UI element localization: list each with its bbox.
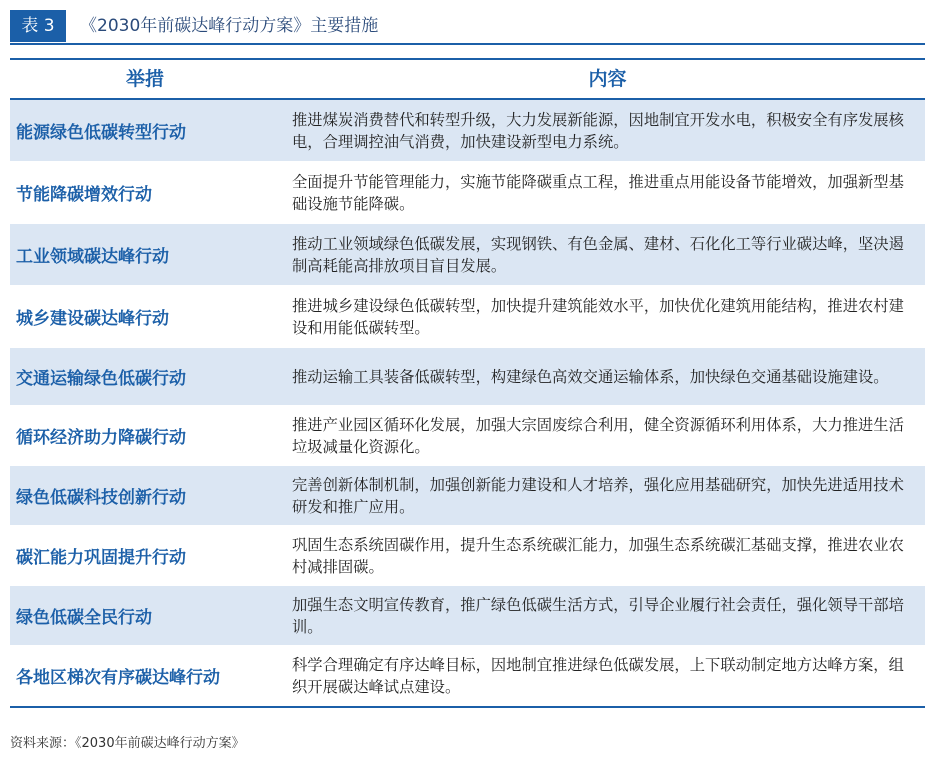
source-note: 资料来源：《2030年前碳达峰行动方案》 (10, 736, 245, 751)
table-row (10, 466, 925, 526)
measure-cell: 城乡建设碳达峰行动 (16, 309, 169, 329)
table-row (10, 586, 925, 646)
header-rule (10, 43, 925, 45)
measure-cell: 循环经济助力降碳行动 (16, 428, 186, 448)
content-cell: 推进城乡建设绿色低碳转型，加快提升建筑能效水平，加快优化建筑用能结构，推进农村建设和用能低碳转型。 (292, 296, 904, 337)
measure-cell: 绿色低碳全民行动 (16, 608, 152, 628)
table-head (10, 60, 925, 98)
table-row (10, 162, 925, 224)
table-row (10, 406, 925, 466)
measure-cell: 交通运输绿色低碳行动 (16, 369, 186, 389)
measures-table (10, 58, 925, 708)
table-row (10, 224, 925, 286)
table-row (10, 646, 925, 706)
column-header-content: 内容 (588, 68, 627, 90)
table-row (10, 100, 925, 162)
measure-cell: 绿色低碳科技创新行动 (16, 488, 186, 508)
content-cell: 推动工业领域绿色低碳发展，实现钢铁、有色金属、建材、石化化工等行业碳达峰，坚决遏制高耗能高排放项目盲目发展。 (292, 234, 904, 275)
content-cell: 推动运输工具装备低碳转型，构建绿色高效交通运输体系，加快绿色交通基础设施建设。 (292, 367, 889, 386)
table-row (10, 348, 925, 406)
table-row (10, 526, 925, 586)
measure-cell: 碳汇能力巩固提升行动 (16, 548, 186, 568)
column-header-measure: 举措 (125, 68, 164, 90)
content-cell: 加强生态文明宣传教育，推广绿色低碳生活方式，引导企业履行社会责任，强化领导干部培训。 (292, 595, 904, 636)
measure-cell: 各地区梯次有序碳达峰行动 (16, 668, 220, 688)
table-row (10, 286, 925, 348)
content-cell: 全面提升节能管理能力，实施节能降碳重点工程，推进重点用能设备节能增效，加强新型基础设施节能降碳。 (292, 172, 904, 213)
measure-cell: 节能降碳增效行动 (16, 185, 152, 205)
table-number-badge: 表 3 (10, 10, 66, 42)
table-bottom-rule (10, 706, 925, 708)
content-cell: 巩固生态系统固碳作用，提升生态系统碳汇能力，加强生态系统碳汇基础支撑，推进农业农村减排固碳。 (292, 535, 904, 576)
measure-cell: 能源绿色低碳转型行动 (16, 123, 186, 143)
table-title: 《2030年前碳达峰行动方案》主要措施 (80, 16, 379, 36)
content-cell: 推进煤炭消费替代和转型升级，大力发展新能源，因地制宜开发水电，积极安全有序发展核电，合理调控油气消费，加快建设新型电力系统。 (292, 110, 904, 151)
table-header (10, 10, 925, 46)
content-cell: 完善创新体制机制，加强创新能力建设和人才培养，强化应用基础研究，加快先进适用技术研发和推广应用。 (292, 475, 904, 516)
content-cell: 推进产业园区循环化发展，加强大宗固废综合利用，健全资源循环利用体系，大力推进生活垃圾减量化资源化。 (292, 415, 904, 456)
content-cell: 科学合理确定有序达峰目标，因地制宜推进绿色低碳发展，上下联动制定地方达峰方案，组织开展碳达峰试点建设。 (292, 655, 904, 696)
measure-cell: 工业领域碳达峰行动 (16, 247, 169, 267)
